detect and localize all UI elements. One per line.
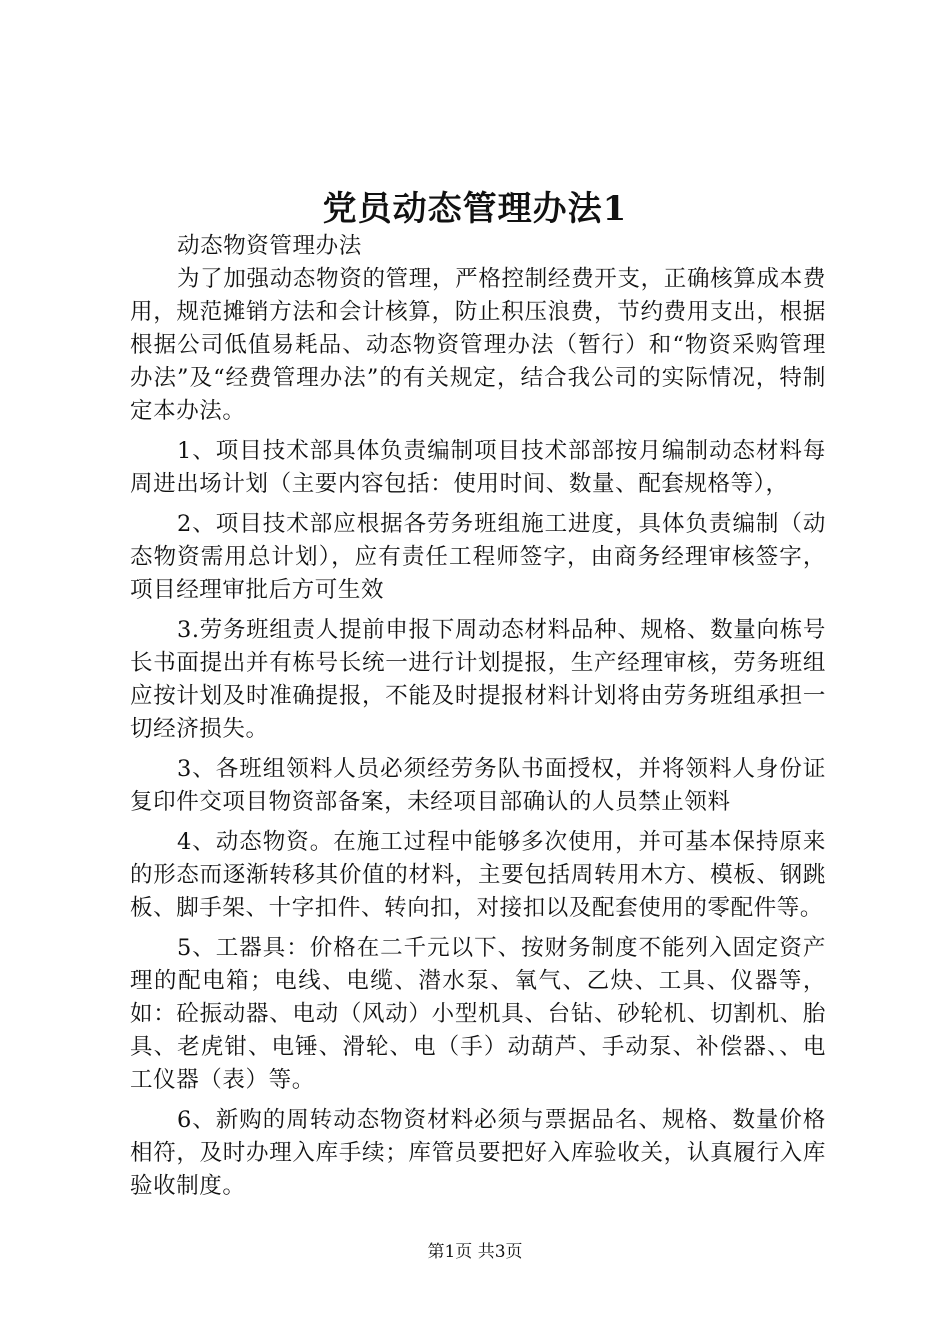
paragraph-item-3a: 3.劳务班组责人提前申报下周动态材料品种、规格、数量向栋号长书面提出并有栋号长统一进行计划提报，生产经理审核，劳务班组应按计划及时准确提报，不能及时提报材料计划将由劳务班组承担一切经济损失。 (130, 617, 826, 742)
paragraph-intro: 为了加强动态物资的管理，严格控制经费开支，正确核算成本费用，规范摊销方法和会计核算，防止积压浪费，节约费用支出，根据根据公司低值易耗品、动态物资管理办法（暂行）和“物资采购管理办法”及“经费管理办法”的有关规定，结合我公司的实际情况，特制定本办法。 (130, 266, 826, 424)
document-body (130, 230, 826, 1210)
paragraph-item-1: 1、项目技术部具体负责编制项目技术部部按月编制动态材料每周进出场计划（主要内容包括：使用时间、数量、配套规格等）， (130, 438, 826, 497)
section-heading: 动态物资管理办法 (177, 233, 362, 259)
paragraph-item-2: 2、项目技术部应根据各劳务班组施工进度，具体负责编制（动态物资需用总计划），应有责任工程师签字，由商务经理审核签字，项目经理审批后方可生效 (130, 511, 826, 603)
paragraph-item-5: 5、工器具：价格在二千元以下、按财务制度不能列入固定资产理的配电箱；电线、电缆、潜水泵、氧气、乙炔、工具、仪器等，如：砼振动器、电动（风动）小型机具、台钻、砂轮机、切割机、胎具、老虎钳、电锤、滑轮、电（手）动葫芦、手动泵、补偿器、、电工仪器（表）等。 (130, 935, 826, 1093)
paragraph-item-3b: 3、各班组领料人员必须经劳务队书面授权，并将领料人身份证复印件交项目物资部备案，未经项目部确认的人员禁止领料 (130, 756, 826, 815)
paragraph-item-6: 6、新购的周转动态物资材料必须与票据品名、规格、数量价格相符，及时办理入库手续；库管员要把好入库验收关，认真履行入库验收制度。 (130, 1107, 826, 1199)
document-title: 党员动态管理办法1 (322, 189, 628, 229)
page-number-footer: 第1页 共3页 (427, 1242, 523, 1262)
paragraph-item-4: 4、动态物资。在施工过程中能够多次使用，并可基本保持原来的形态而逐渐转移其价值的材料，主要包括周转用木方、模板、钢跳板、脚手架、十字扣件、转向扣，对接扣以及配套使用的零配件等。 (130, 829, 826, 921)
